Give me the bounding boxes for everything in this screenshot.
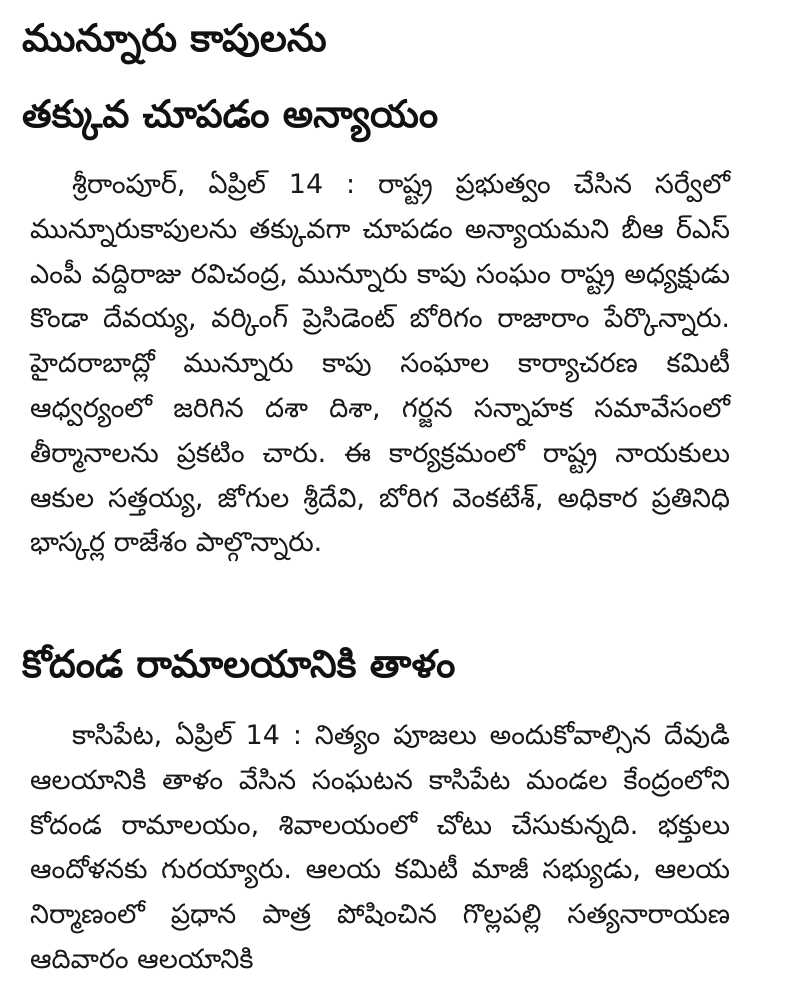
article2-headline: కోదండ రామాలయానికి తాళం xyxy=(22,642,456,686)
article1-headline-line2: తక్కువ చూపడం అన్యాయం xyxy=(22,92,439,136)
article2-body: కాసిపేట, ఏప్రిల్ 14 : నిత్యం పూజలు అందుకోవాల్సిన దేవుడి ఆలయానికి తాళం వేసిన సంఘటన కాసిపేట మండల కేంద్రంలోని కోదండ రామాలయం, శివాలయంలో చోటు చేసుకున్నది. భక్తులు ఆందోళనకు గురయ్యారు. ఆలయ కమిటీ మాజీ సభ్యుడు, ఆలయ నిర్మాణంలో ప్రధాన పాత్ర పోషించిన గొల్లపల్లి సత్యనారాయణ ఆదివారం ఆలయానికి xyxy=(30,720,730,975)
article1-body: శ్రీరాంపూర్, ఏప్రిల్ 14 : రాష్ట్ర ప్రభుత్వం చేసిన సర్వేలో మున్నూరుకాపులను తక్కువగా చూపడం అన్యాయమని బీఆ ర్ఎస్ ఎంపీ వద్దిరాజు రవిచంద్ర, మున్నూరు కాపు సంఘం రాష్ట్ర అధ్యక్షుడు కొండా దేవయ్య, వర్కింగ్ ప్రెసిడెంట్ బోరిగం రాజారాం పేర్కొన్నారు. హైదరాబాద్లో మున్నూరు కాపు సంఘాల కార్యాచరణ కమిటీ ఆధ్వర్యంలో జరిగిన దశా దిశా, గర్జన సన్నాహక సమావేసంలో తీర్మానాలను ప్రకటిం చారు. ఈ కార్యక్రమంలో రాష్ట్ర నాయకులు ఆకుల సత్తయ్య, జోగుల శ్రీదేవి, బోరిగ వెంకటేశ్, అధికార ప్రతినిధి భాస్కర్ల రాజేశం పాల్గొన్నారు. xyxy=(30,169,730,559)
newspaper-clipping xyxy=(22,0,736,982)
article1-headline-line1: మున్నూరు కాపులను xyxy=(22,16,327,60)
